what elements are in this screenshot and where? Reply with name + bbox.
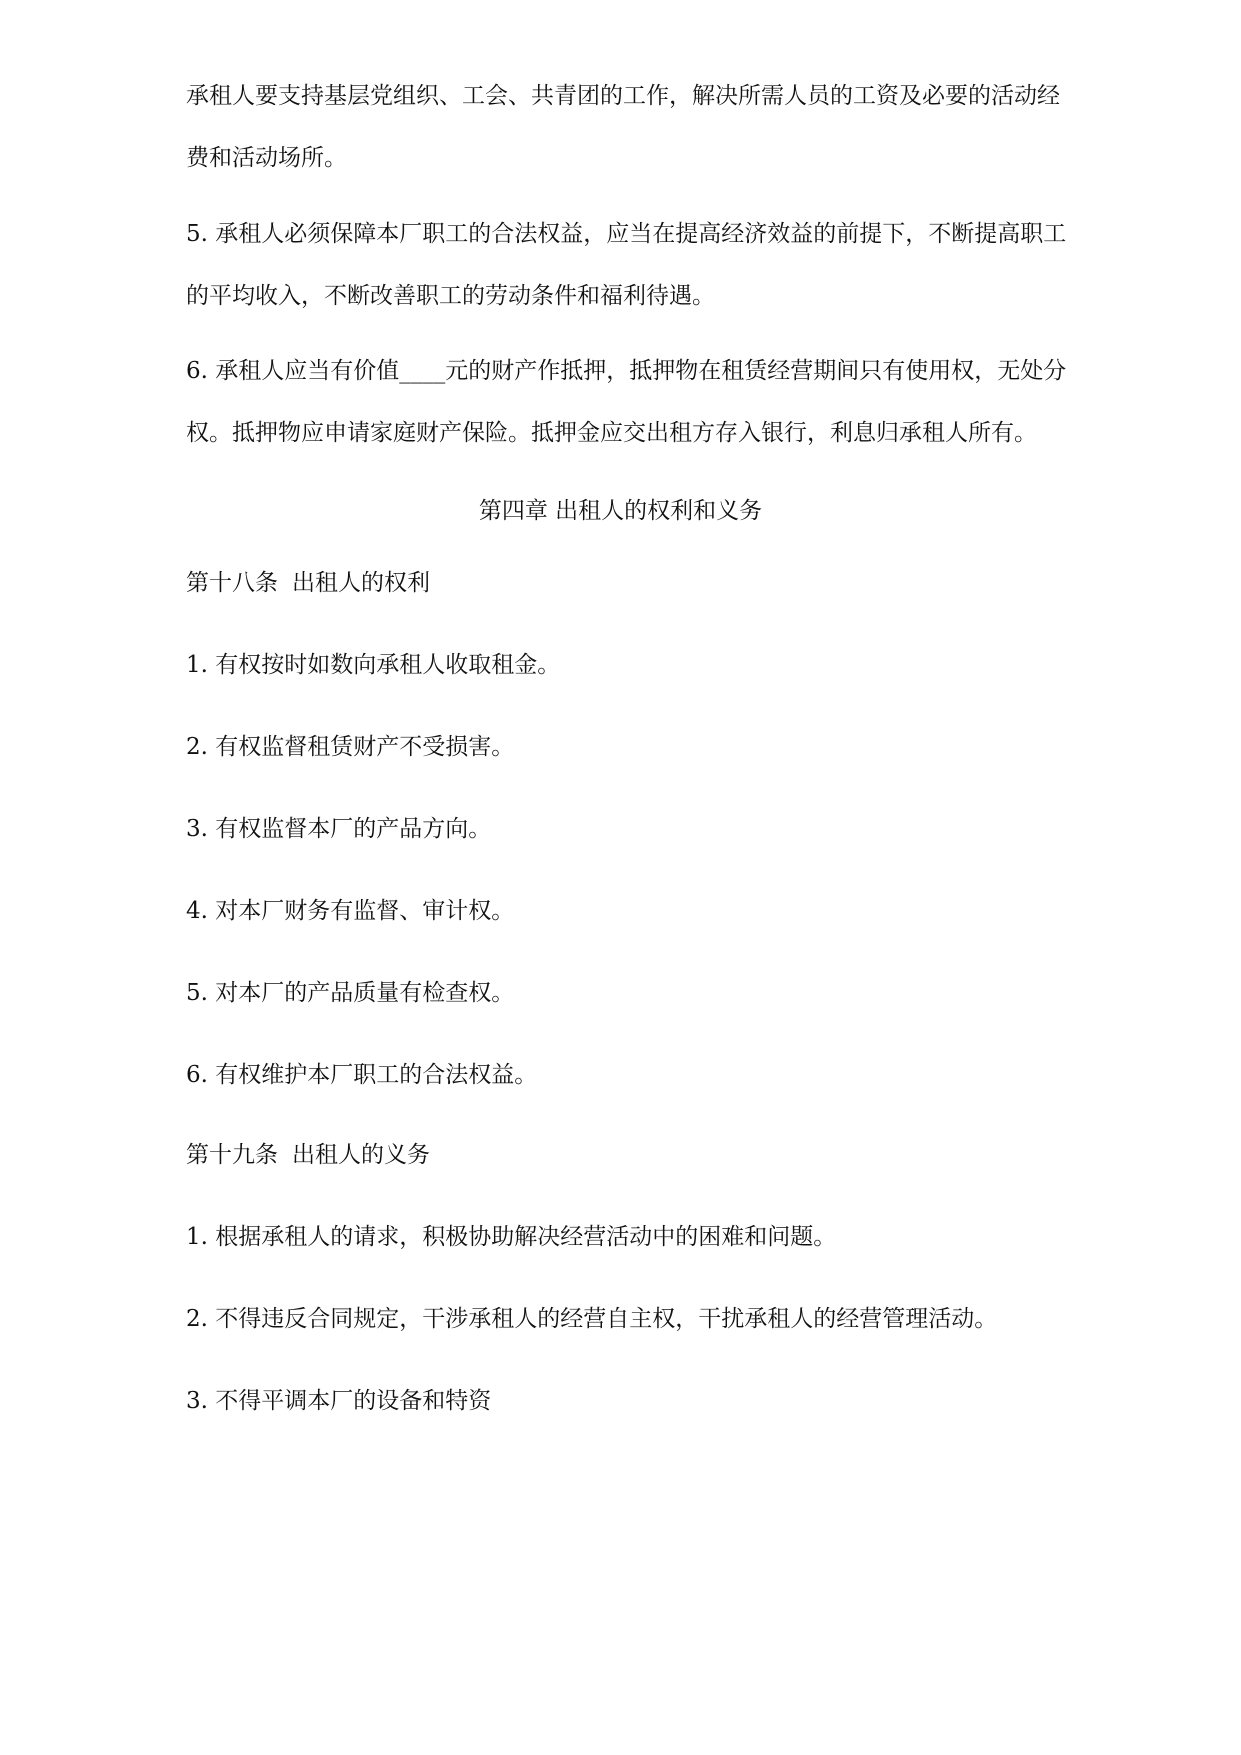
list-item: 2. 不得违反合同规定，干涉承租人的经营自主权，干扰承租人的经营管理活动。 [186,1306,998,1332]
paragraph-line: 5. 承租人必须保障本厂职工的合法权益，应当在提高经济效益的前提下，不断提高职工 [186,221,1067,247]
list-item: 3. 不得平调本厂的设备和特资 [186,1388,492,1414]
list-item: 1. 根据承租人的请求，积极协助解决经营活动中的困难和问题。 [186,1224,837,1250]
article-number: 第十九条 [186,1142,278,1168]
list-item: 3. 有权监督本厂的产品方向。 [186,816,492,842]
paragraph-line: 费和活动场所。 [186,145,347,171]
list-item: 2. 有权监督租赁财产不受损害。 [186,734,515,760]
paragraph-line: 权。抵押物应申请家庭财产保险。抵押金应交出租方存入银行，利息归承租人所有。 [186,420,1037,446]
article-heading [186,567,430,599]
paragraph-line: 6. 承租人应当有价值____元的财产作抵押，抵押物在租赁经营期间只有使用权，无处分 [186,358,1067,384]
list-item: 4. 对本厂财务有监督、审计权。 [186,898,515,924]
list-item: 5. 对本厂的产品质量有检查权。 [186,980,515,1006]
article-title: 出租人的权利 [292,570,430,596]
chapter-heading: 第四章 出租人的权利和义务 [478,498,763,524]
list-item: 6. 有权维护本厂职工的合法权益。 [186,1062,538,1088]
article-heading [186,1139,430,1171]
article-title: 出租人的义务 [292,1142,430,1168]
paragraph-line: 承租人要支持基层党组织、工会、共青团的工作，解决所需人员的工资及必要的活动经 [186,83,1060,109]
list-item: 1. 有权按时如数向承租人收取租金。 [186,652,561,678]
paragraph-line: 的平均收入，不断改善职工的劳动条件和福利待遇。 [186,283,715,309]
article-number: 第十八条 [186,570,278,596]
